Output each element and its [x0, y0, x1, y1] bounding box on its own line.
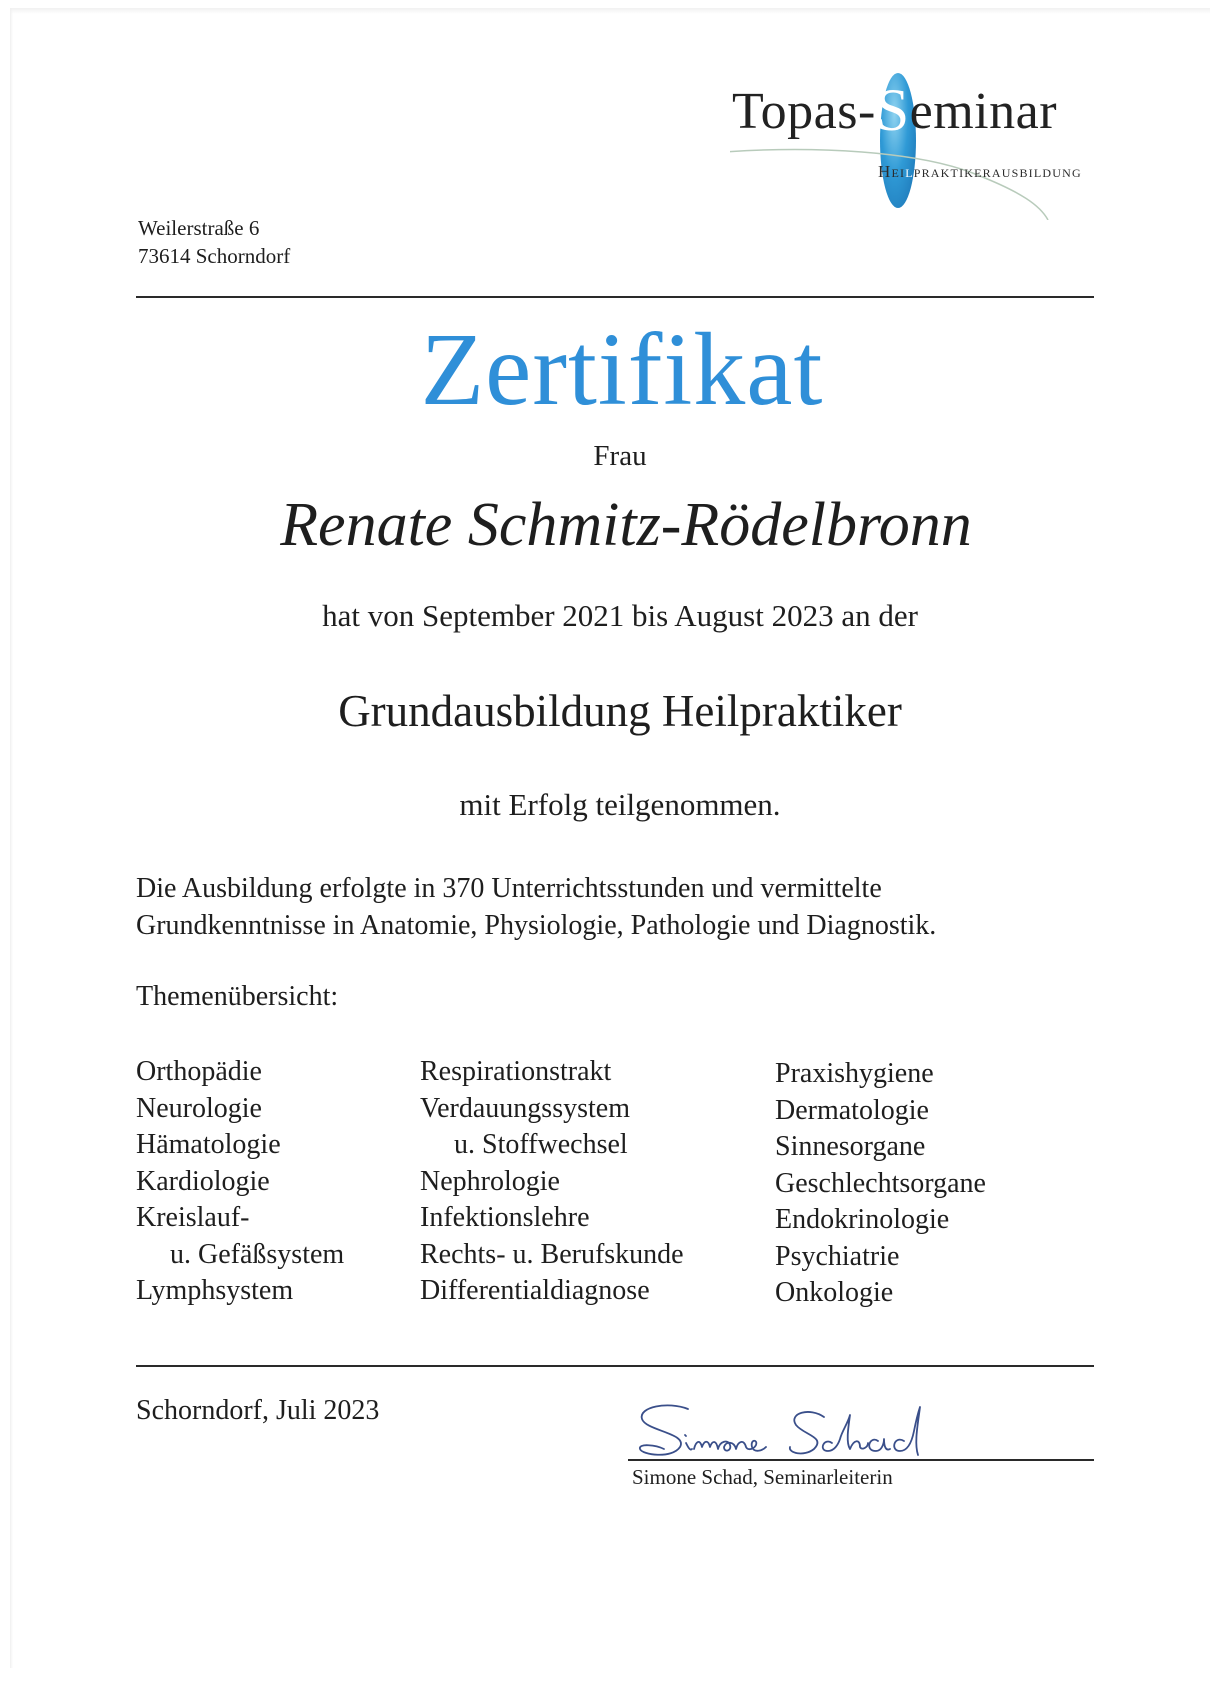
topic-item: Kardiologie — [136, 1165, 270, 1197]
description-line-2: Grundkenntnisse in Anatomie, Physiologie, Pathologie und Diagnostik. — [136, 910, 937, 941]
logo-title-s: S — [875, 77, 910, 143]
topic-item: Praxishygiene — [775, 1058, 934, 1089]
topic-item: Respirationstrakt — [420, 1056, 612, 1087]
topic-item: Lymphsystem — [136, 1275, 294, 1306]
divider-bottom — [136, 1365, 1094, 1367]
topic-item: Sinnesorgane — [775, 1131, 926, 1162]
logo-subtitle-prefix: Hei — [878, 162, 906, 181]
topic-item-continuation: u. Gefäßsystem — [170, 1238, 345, 1270]
topic-item: Orthopädie — [136, 1056, 262, 1087]
topics-column-1 — [136, 1054, 344, 1310]
topics-heading: Themenübersicht: — [136, 981, 339, 1012]
divider-top — [136, 296, 1094, 298]
sender-address — [138, 214, 290, 270]
topic-item: Nephrologie — [420, 1165, 560, 1197]
topic-item: Psychiatrie — [775, 1240, 900, 1272]
topic-item: Neurologie — [136, 1092, 262, 1124]
logo-subtitle-l: l — [905, 162, 914, 181]
logo-subtitle — [878, 162, 1082, 182]
handwritten-signature-icon — [628, 1395, 988, 1465]
topic-item: Endokrinologie — [775, 1204, 950, 1235]
topic-item: Infektionslehre — [420, 1202, 590, 1233]
logo-title — [732, 74, 1057, 143]
signature-block — [628, 1395, 1098, 1489]
training-description — [136, 870, 936, 944]
logo-subtitle-suffix: praktikerausbildung — [913, 162, 1082, 181]
recipient-name: Renate Schmitz-Rödelbronn — [280, 491, 972, 559]
topic-item: Dermatologie — [775, 1094, 929, 1126]
address-street: Weilerstraße 6 — [138, 216, 260, 240]
logo-title-suffix: eminar — [909, 83, 1058, 140]
signature-line — [628, 1459, 1094, 1461]
training-period: hat von September 2021 bis August 2023 an der — [322, 598, 918, 633]
topic-item: Verdauungssystem — [420, 1092, 630, 1124]
topic-item: Onkologie — [775, 1277, 894, 1308]
topic-item-continuation: u. Stoffwechsel — [454, 1129, 628, 1160]
topic-item: Differentialdiagnose — [420, 1275, 650, 1306]
signer-name-title: Simone Schad, Seminarleiterin — [632, 1465, 893, 1489]
course-name: Grundausbildung Heilpraktiker — [338, 686, 902, 736]
address-city: 73614 Schorndorf — [138, 244, 291, 268]
certificate-title: Zertifikat — [420, 312, 824, 427]
topic-item: Kreislauf- — [136, 1202, 250, 1233]
place-and-date: Schorndorf, Juli 2023 — [136, 1395, 380, 1426]
completion-result: mit Erfolg teilgenommen. — [459, 787, 781, 822]
topic-item: Geschlechtsorgane — [775, 1167, 986, 1199]
scan-edge-top — [10, 8, 1210, 14]
logo-title-prefix: Topas- — [732, 83, 876, 140]
topic-item: Rechts- u. Berufskunde — [420, 1238, 684, 1270]
topic-item: Hämatologie — [136, 1129, 281, 1160]
topas-seminar-logo — [730, 70, 1170, 220]
salutation: Frau — [593, 440, 647, 472]
topics-column-2 — [420, 1054, 684, 1310]
scan-edge-left — [10, 8, 13, 1668]
description-line-1: Die Ausbildung erfolgte in 370 Unterrichtsstunden und vermittelte — [136, 873, 882, 904]
topics-column-3 — [775, 1056, 986, 1312]
